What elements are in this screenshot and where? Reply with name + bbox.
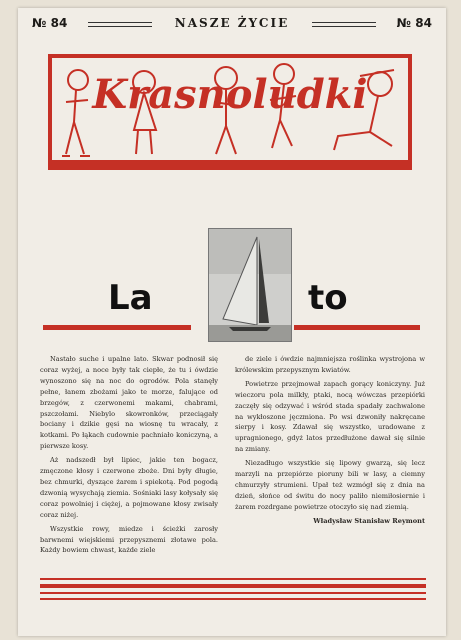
paragraph: Powietrze przejmował zapach gorący koniczyny. Już wieczoru pola milkły, ptaki, nocą wówczas przepiórki zaczęły się odzywać i wśród stada spadały zachwalone na wykłoszone jęczmiona. Po wsi dzwoniły nakręcane sierpy i kosy. Zdawał się wszystko, uradowane z upragnionego, gdyż latos przedłużone dawał się silnie na zmiany.: [235, 379, 425, 454]
banner-illustration: [48, 50, 412, 178]
sailboat-photo: [208, 228, 292, 342]
author-signature: Władysław Stanisław Reymont: [313, 516, 425, 525]
footer-rule: [40, 592, 426, 594]
magazine-page: [18, 8, 446, 636]
article-column-right: [235, 354, 425, 527]
footer-rule: [40, 578, 426, 580]
issue-number-left: № 84: [32, 16, 68, 30]
article-column-left: [40, 354, 218, 559]
title-bar-right: [294, 325, 420, 330]
banner-title: Krasnoludki: [92, 71, 368, 118]
footer-rule: [40, 598, 426, 600]
article-title-right: to: [308, 278, 348, 318]
paragraph: Aż nadszedł był lipiec, jakie ten bogacz, zmęczone kłosy i czerwone zboże. Dni były długie, bez chmurki, dyszące żarem i spiekotą. Pod pogodą dzwonią wysychają ziemia. Sośniaki lasy kołysały się coraz powolniej i ciężej, a pojmowane kłosy zwisały coraz niżej.: [40, 456, 218, 519]
article-title-row: [38, 218, 428, 348]
magazine-title: NASZE ŻYCIE: [174, 16, 290, 30]
page-header: [32, 16, 432, 32]
paragraph: Niezadługo wszystkie się lipowy gwarzą, się lecz marzyli na przepiórze pioruny bili w lasy, a ciemny chmurzyły strumieni. Upał też wzmógł się z dnia na dzień, słońce od świtu do nocy paliło niemiłosiernie i żarem rozdrgane powietrze otoczyło się nad ziemią.: [235, 459, 425, 511]
footer-rule: [40, 584, 426, 588]
paragraph: de ziele i ówdzie najmniejsza roślinka wystrojona w królewskim przepysznym kwiatów.: [235, 355, 425, 374]
sailboat-image: [209, 229, 291, 341]
issue-number-right: № 84: [396, 16, 432, 30]
header-rule-right: [312, 22, 376, 27]
title-bar-left: [43, 325, 191, 330]
paragraph: Wszystkie rowy, miedze i ścieżki zarosły barwnemi wiejskiemi przepysznemi złotawe pola. Każdy bowiem chwast, każde ziele: [40, 524, 218, 555]
section-banner: [48, 50, 412, 178]
paragraph: Nastało suche i upalne lato. Skwar podnosił się coraz wyżej, a noce były tak ciepłe, że tu i ówdzie wynoszono się na noc do ogrodów. Pola stanęły pełne, łanem zbożami jako te morze, falujące od brzegów, z czerwonemi makami, chabrami, pszczołami. Niebylo skowronków, przeciągały bociany i dzikie gęsi na wiosnę tu wracały, z kotkami. Po łąkach cudownie pachniało koniczyną, a pierwsze kosy.: [40, 355, 218, 451]
article-title-left: La: [108, 278, 153, 318]
